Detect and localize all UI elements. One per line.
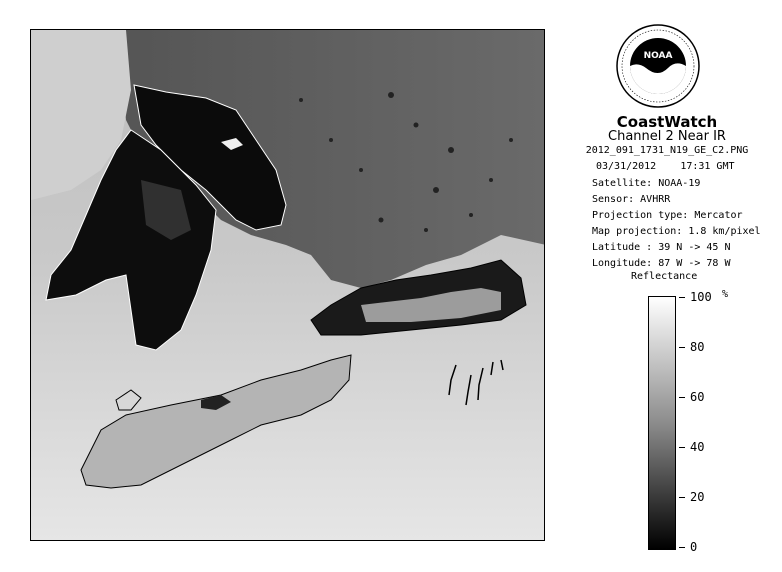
scale-label: Reflectance	[631, 271, 698, 282]
latitude-range: Latitude : 39 N -> 45 N	[592, 242, 731, 253]
scale-tick-label: 100	[690, 290, 712, 304]
scale-unit: %	[722, 289, 729, 300]
date-time	[596, 161, 735, 172]
scale-tick	[679, 497, 685, 498]
scale-tick	[679, 547, 685, 548]
scale-tick	[679, 447, 685, 448]
scale-tick	[679, 347, 685, 348]
scale-tick-label: 40	[690, 440, 705, 454]
longitude-range: Longitude: 87 W -> 78 W	[592, 258, 731, 269]
sensor-label: Sensor: AVHRR	[592, 194, 671, 205]
scale-tick-label: 60	[690, 390, 705, 404]
satellite-label: Satellite: NOAA-19	[592, 178, 701, 189]
reflectance-colorbar	[648, 296, 676, 550]
map-projection: Map projection: 1.8 km/pixel	[592, 226, 761, 237]
scale-tick-label: 0	[690, 540, 698, 554]
scale-tick-label: 20	[690, 490, 705, 504]
satellite-image-map	[30, 29, 545, 541]
time: 17:31 GMT	[680, 161, 735, 172]
scale-tick	[679, 297, 685, 298]
product-title: CoastWatch	[616, 113, 718, 131]
logo-center-text: NOAA	[643, 51, 673, 61]
noaa-logo	[616, 24, 700, 108]
scale-tick-label: 80	[690, 340, 705, 354]
projection-type: Projection type: Mercator	[592, 210, 743, 221]
date: 03/31/2012	[596, 161, 657, 172]
scale-tick	[679, 397, 685, 398]
noaa-emblem	[616, 24, 700, 108]
satellite-image	[31, 30, 545, 541]
channel-label: Channel 2 Near IR	[608, 129, 726, 144]
filename: 2012_091_1731_N19_GE_C2.PNG	[585, 145, 749, 156]
